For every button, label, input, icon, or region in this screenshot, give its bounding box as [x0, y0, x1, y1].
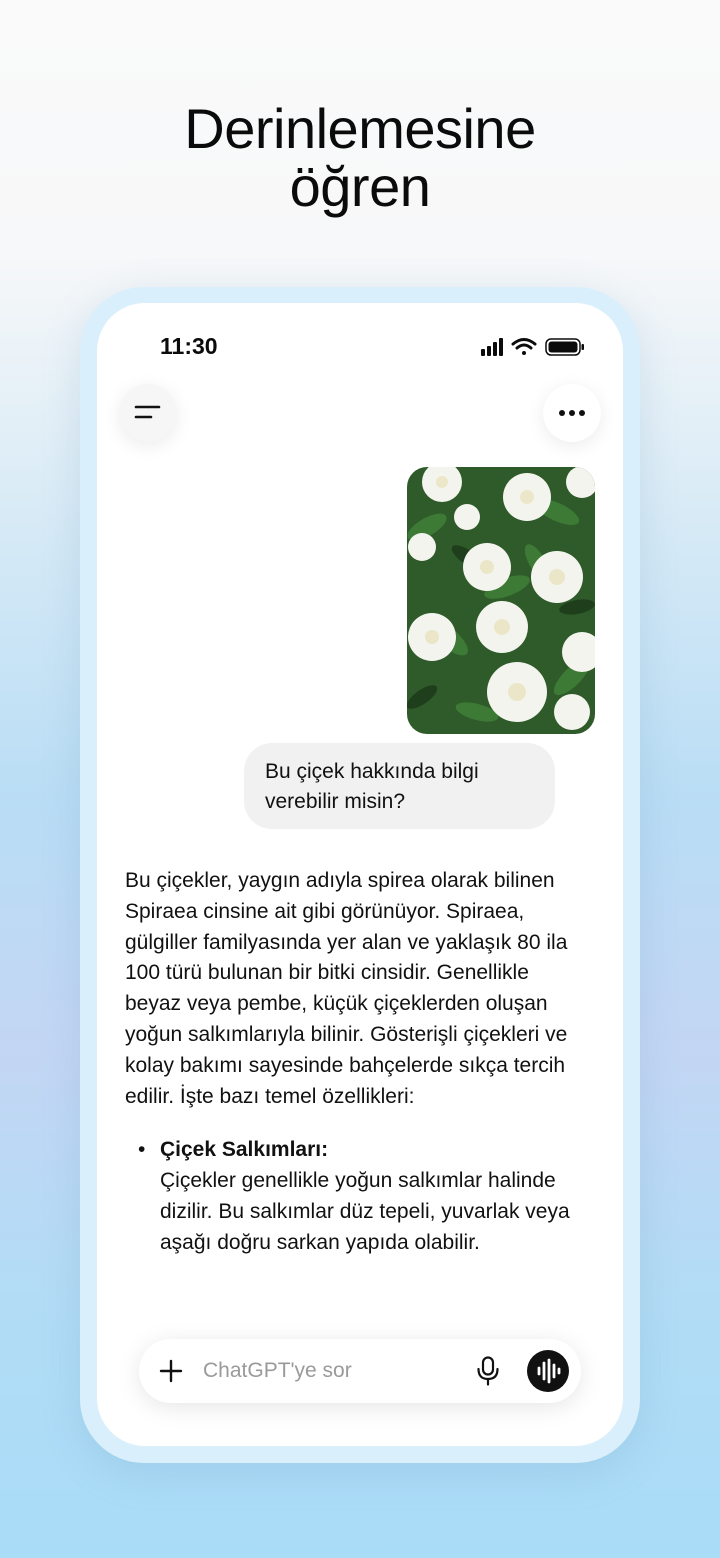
more-dots-icon	[543, 384, 601, 442]
assistant-bullet-list	[125, 1135, 587, 1258]
list-item	[138, 1135, 587, 1258]
message-composer	[139, 1339, 581, 1403]
plus-icon[interactable]	[159, 1359, 183, 1383]
assistant-response	[125, 866, 587, 1259]
battery-icon	[546, 339, 584, 355]
phone-screen	[97, 303, 623, 1446]
cellular-signal-icon	[481, 338, 503, 356]
wifi-icon	[513, 340, 535, 356]
headline-line-2: öğren	[289, 155, 431, 218]
status-time: 11:30	[160, 333, 218, 359]
headline	[0, 97, 720, 218]
voice-mode-button[interactable]	[527, 1350, 569, 1392]
bullet-marker: •	[138, 1138, 146, 1162]
menu-button[interactable]	[119, 384, 177, 442]
user-message-bubble: Bu çiçek hakkında bilgi verebilir misin?	[244, 743, 555, 829]
voice-mode-icon	[527, 1350, 569, 1392]
menu-icon	[119, 384, 177, 442]
message-input[interactable]	[203, 1339, 453, 1403]
bullet-text: Çiçekler genellikle yoğun salkımlar halinde dizilir. Bu salkımlar düz tepeli, yuvarlak veya aşağı doğru sarkan yapıda olabilir.	[160, 1169, 570, 1254]
status-icons	[481, 337, 591, 357]
more-options-button[interactable]	[543, 384, 601, 442]
bullet-title: Çiçek Salkımları:	[160, 1138, 329, 1162]
assistant-paragraph: Bu çiçekler, yaygın adıyla spirea olarak bilinen Spiraea cinsine ait gibi görünüyor. Spiraea, gülgiller familyasında yer alan ve yaklaşık 80 ila 100 türü bulunan bir bitki cinsidir. Genellikle beyaz veya pembe, küçük çiçeklerden oluşan yoğun salkımlarıyla bilinir. Gösterişli çiçekleri ve kolay bakımı sayesinde bahçelerde sıkça tercih edilir. İşte bazı temel özellikleri:	[125, 869, 568, 1108]
spirea-flower-photo	[407, 467, 595, 734]
user-uploaded-image[interactable]	[407, 467, 595, 734]
headline-line-1: Derinlemesine	[184, 97, 536, 160]
microphone-icon[interactable]	[475, 1356, 501, 1386]
